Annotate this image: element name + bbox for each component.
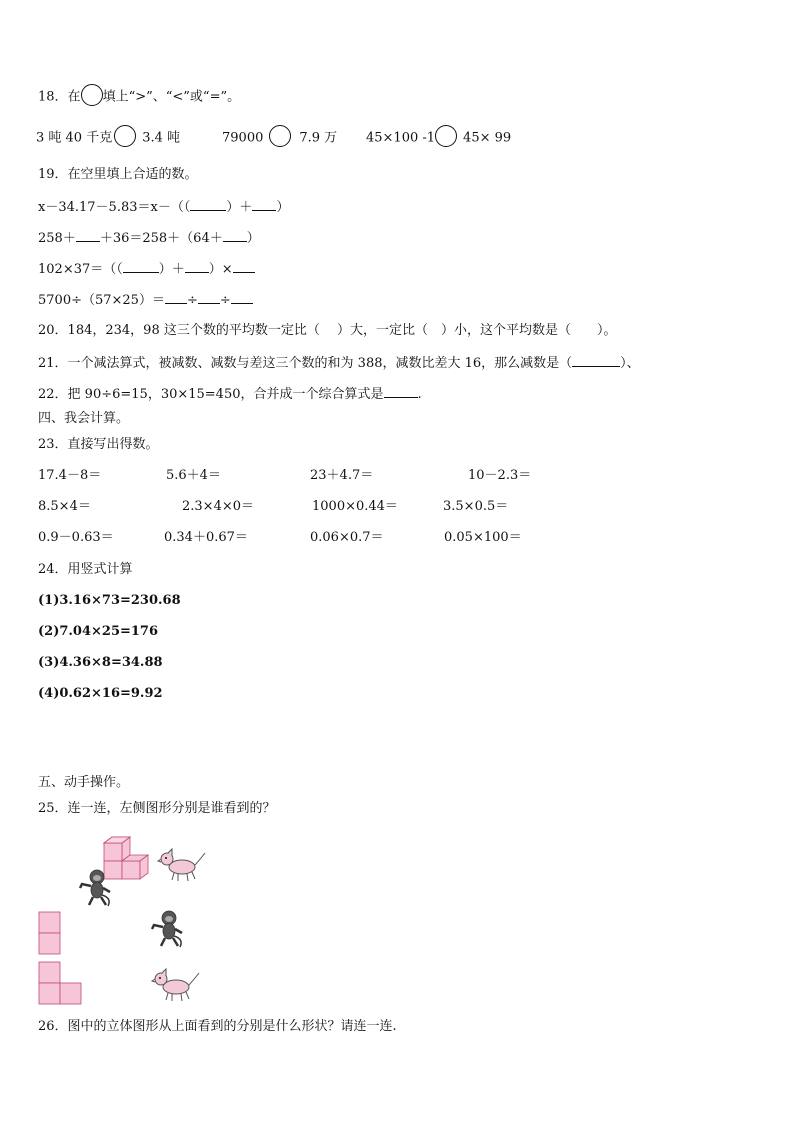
blank[interactable]	[76, 228, 100, 242]
q19-line-3-b: ）＋	[158, 262, 185, 277]
q18-item-2-right: 7.9 万	[299, 130, 338, 146]
blank[interactable]	[223, 228, 247, 242]
calc-cell: 2.3×4×0＝	[182, 499, 255, 514]
q26-title: 26．图中的立体图形从上面看到的分别是什么形状？请连一连.	[38, 1019, 397, 1034]
q19-line-3	[38, 259, 255, 279]
blank[interactable]	[233, 259, 255, 273]
q19-line-3-a: 102×37＝（（	[38, 262, 123, 277]
q21-end: ）、	[620, 356, 640, 371]
calc-cell: 1000×0.44＝	[312, 499, 398, 514]
q19-line-4-c: ÷	[219, 293, 231, 308]
compare-circle-icon[interactable]	[269, 125, 291, 147]
q19-line-2-b: ＋36＝258＋（64＋	[99, 231, 223, 246]
section-4-title: 四、我会计算。	[38, 411, 130, 426]
calc-cell: 17.4－8＝	[38, 468, 102, 483]
q19-line-4-b: ÷	[186, 293, 198, 308]
q18-item-2	[222, 129, 337, 148]
q18-item-3-left: 45×100 -1	[366, 130, 436, 146]
q18-item-1-right: 3.4 吨	[142, 130, 181, 146]
monkey-icon	[78, 868, 116, 908]
q24-item: (4)0.62×16=9.92	[38, 686, 163, 701]
q20-text: 20．184，234，98 这三个数的平均数一定比（ ）大，一定比（ ）小，这个平均数是（ ）。	[38, 323, 617, 338]
q21-body: 21．一个减法算式，被减数、减数与差这三个数的和为 388，减数比差大 16，那么减数是（	[38, 356, 573, 371]
q19-line-1-b: ）＋	[226, 200, 253, 215]
blank[interactable]	[252, 197, 276, 211]
q18-item-1-left: 3 吨 40 千克	[36, 130, 113, 146]
q19-line-4-a: 5700÷（57×25）＝	[38, 293, 165, 308]
q19-line-2	[38, 228, 260, 248]
blank[interactable]	[198, 290, 220, 304]
q18-pre: 在	[67, 89, 81, 105]
q22-text	[38, 384, 422, 404]
compare-circle-icon[interactable]	[435, 125, 457, 147]
shape-two-stacked-squares	[38, 911, 62, 955]
q18-number: 18．	[38, 89, 68, 105]
compare-circle-icon[interactable]	[81, 84, 103, 106]
calc-cell: 0.34＋0.67＝	[164, 530, 248, 545]
q24-item: (2)7.04×25=176	[38, 624, 159, 639]
calc-cell: 0.06×0.7＝	[310, 530, 384, 545]
blank[interactable]	[384, 384, 418, 398]
q24-item: (1)3.16×73=230.68	[38, 593, 181, 608]
calc-cell: 0.05×100＝	[444, 530, 522, 545]
dog-icon	[152, 967, 202, 1003]
q22-end: .	[417, 387, 422, 402]
q24-title: 24．用竖式计算	[38, 562, 133, 577]
calc-cell: 10－2.3＝	[468, 468, 532, 483]
q19-line-3-c: ）×	[208, 262, 233, 277]
blank[interactable]	[185, 259, 209, 273]
blank[interactable]	[165, 290, 187, 304]
q19-title: 19．在空里填上合适的数。	[38, 167, 198, 182]
q19-line-2-c: ）	[246, 231, 260, 246]
blank[interactable]	[572, 353, 620, 367]
q19-line-1-c: ）	[276, 200, 290, 215]
q22-body: 22．把 90÷6=15，30×15=450，合并成一个综合算式是	[38, 387, 384, 402]
q19-line-4	[38, 290, 253, 310]
q18-item-3	[366, 129, 511, 148]
q25-title: 25．连一连，左侧图形分别是谁看到的？	[38, 801, 276, 816]
calc-cell: 3.5×0.5＝	[443, 499, 509, 514]
q18-item-2-left: 79000	[222, 130, 264, 146]
calc-cell: 23＋4.7＝	[310, 468, 374, 483]
q19-line-1	[38, 197, 289, 217]
blank[interactable]	[231, 290, 253, 304]
q18-prompt	[38, 88, 240, 107]
shape-l-three-squares	[38, 961, 84, 1005]
q19-line-1-a: x－34.17－5.83＝x－（（	[38, 200, 191, 215]
q18-post: 填上“>”、“<”或“=”。	[102, 89, 241, 105]
q18-item-1	[36, 129, 180, 148]
q21-text	[38, 353, 640, 373]
q18-item-3-right: 45× 99	[463, 130, 512, 146]
calc-cell: 0.9－0.63＝	[38, 530, 114, 545]
section-5-title: 五、动手操作。	[38, 775, 130, 790]
calc-cell: 8.5×4＝	[38, 499, 91, 514]
compare-circle-icon[interactable]	[114, 125, 136, 147]
monkey-icon	[150, 909, 188, 949]
blank[interactable]	[123, 259, 159, 273]
calc-cell: 5.6＋4＝	[166, 468, 221, 483]
q19-line-2-a: 258＋	[38, 231, 76, 246]
q23-title: 23．直接写出得数。	[38, 437, 159, 452]
q24-item: (3)4.36×8=34.88	[38, 655, 163, 670]
dog-icon	[158, 847, 208, 883]
blank[interactable]	[190, 197, 226, 211]
